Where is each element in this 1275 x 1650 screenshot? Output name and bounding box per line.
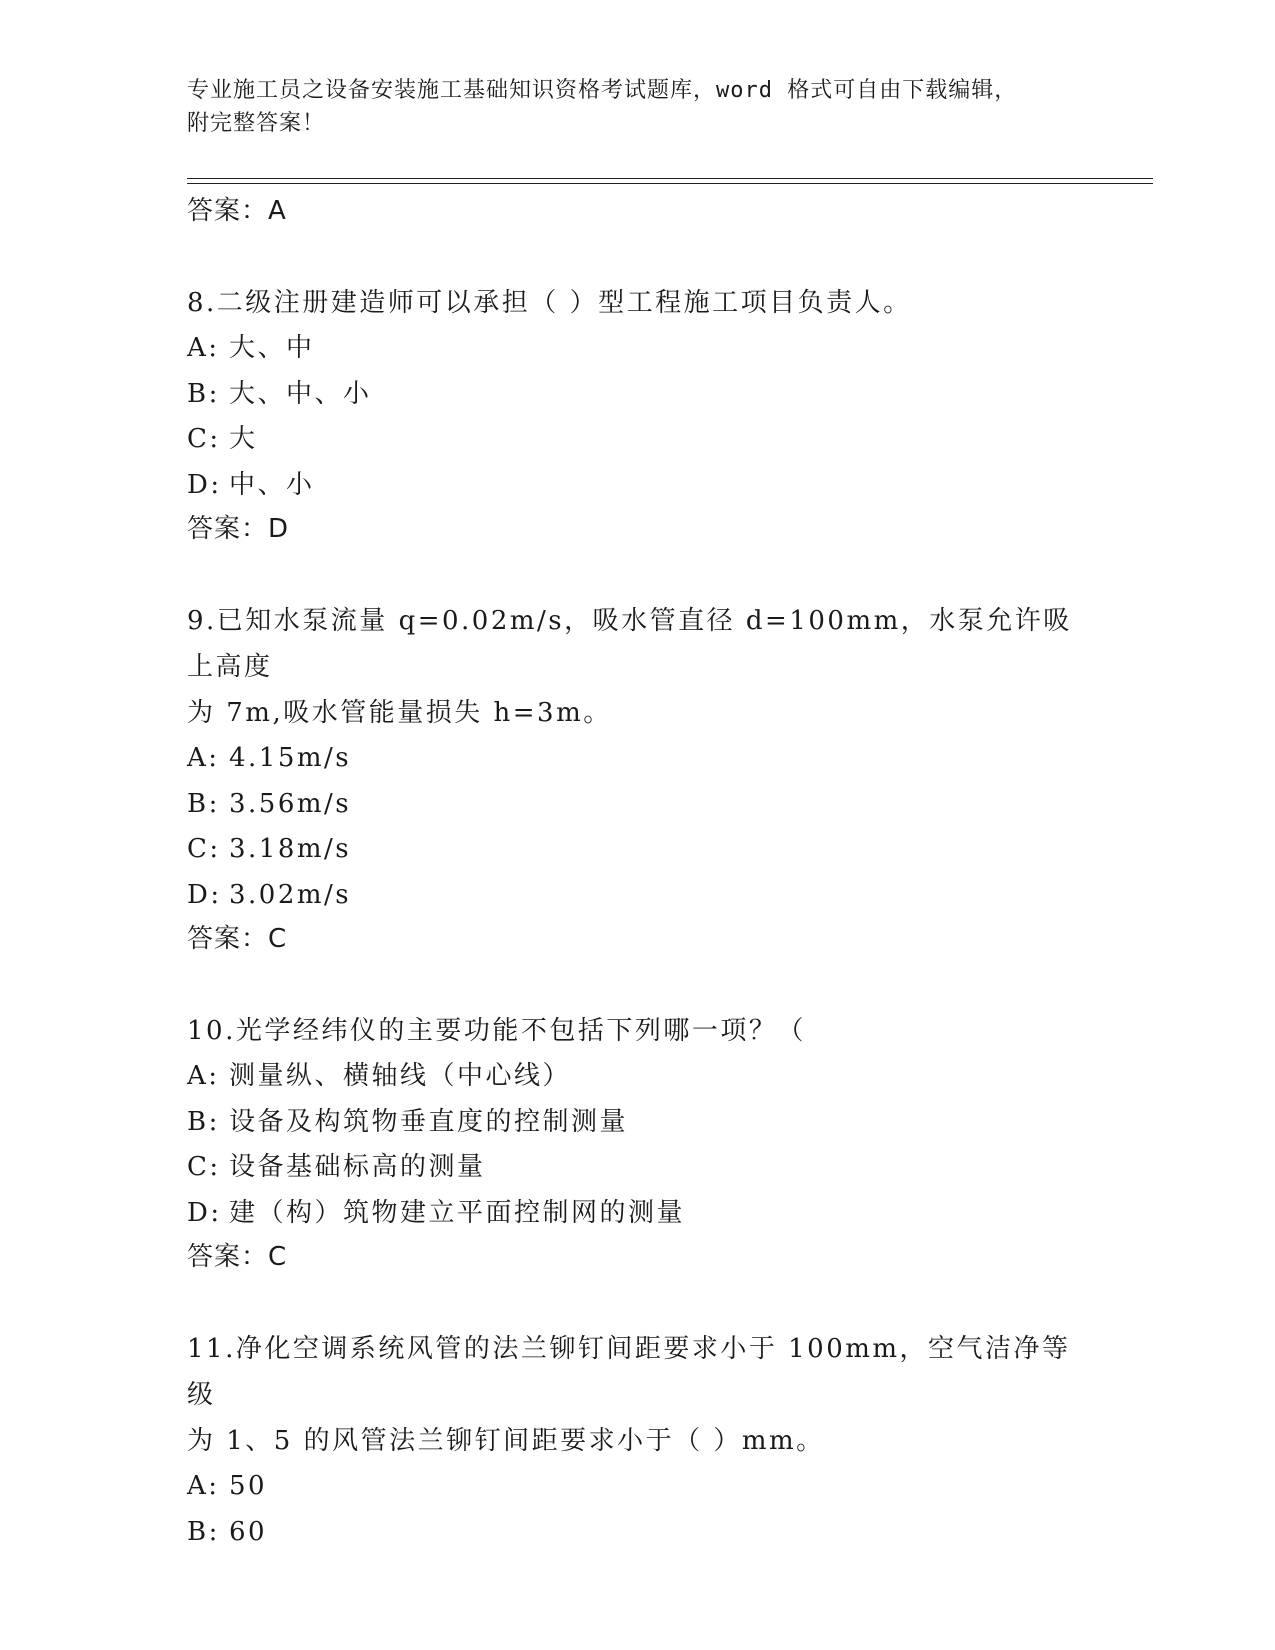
answer-line: 答案：A [187, 196, 287, 226]
option-key: C: [187, 424, 221, 454]
question-11 [187, 1326, 1087, 1555]
option-key: A: [187, 333, 220, 363]
option-key: B: [187, 378, 220, 409]
question-10 [187, 1008, 1087, 1278]
question-9 [187, 598, 1087, 960]
option-text: 中、小 [229, 469, 315, 500]
option-key: B: [187, 1106, 220, 1137]
option-b [187, 782, 1087, 828]
option-key: B: [187, 1516, 220, 1547]
option-text: 50 [229, 1471, 268, 1501]
option-d [187, 873, 1087, 919]
question-stem-line-1: 11.净化空调系统风管的法兰铆钉间距要求小于 100mm，空气洁净等级 [187, 1334, 1071, 1410]
header-line-1: 专业施工员之设备安装施工基础知识资格考试题库，word 格式可自由下载编辑， [187, 78, 1018, 103]
document-body [187, 190, 1087, 1555]
option-a [187, 1054, 1087, 1100]
option-key: B: [187, 788, 220, 819]
option-c [187, 417, 1087, 463]
option-b [187, 1510, 1087, 1556]
answer-line: 答案：C [187, 924, 288, 954]
option-key: A: [187, 743, 220, 773]
option-key: C: [187, 1152, 221, 1182]
option-key: C: [187, 834, 221, 864]
header-divider-bottom [187, 183, 1153, 184]
option-b [187, 372, 1087, 418]
option-d [187, 1191, 1087, 1237]
option-a [187, 1464, 1087, 1510]
option-text: 60 [229, 1516, 268, 1547]
question-8 [187, 280, 1087, 550]
option-c [187, 827, 1087, 873]
option-a [187, 326, 1087, 372]
option-a [187, 736, 1087, 782]
option-text: 大 [229, 424, 258, 454]
question-stem: 8.二级注册建造师可以承担（ ）型工程施工项目负责人。 [187, 288, 912, 318]
option-key: A: [187, 1471, 220, 1501]
option-text: 设备基础标高的测量 [229, 1152, 486, 1182]
answer-line: 答案：C [187, 1242, 288, 1272]
option-text: 3.56m/s [229, 788, 352, 819]
option-text: 4.15m/s [229, 743, 352, 773]
option-key: A: [187, 1061, 220, 1091]
header-divider-top [187, 178, 1153, 179]
question-stem-line-2: 为 1、5 的风管法兰铆钉间距要求小于（ ）mm。 [187, 1426, 825, 1456]
option-text: 3.18m/s [229, 834, 352, 864]
option-text: 测量纵、横轴线（中心线） [229, 1061, 572, 1091]
option-text: 大、中、小 [229, 378, 372, 409]
option-c [187, 1145, 1087, 1191]
option-text: 设备及构筑物垂直度的控制测量 [229, 1106, 629, 1137]
document-header [187, 74, 1087, 140]
header-line-2: 附完整答案！ [187, 111, 326, 136]
option-key: D: [187, 469, 222, 500]
question-stem: 10.光学经纬仪的主要功能不包括下列哪一项？（ [187, 1016, 806, 1046]
answer-line: 答案：D [187, 514, 290, 544]
question-stem-line-2: 为 7m,吸水管能量损失 h=3m。 [187, 698, 612, 728]
option-text: 3.02m/s [229, 879, 352, 910]
question-stem-line-1: 9.已知水泵流量 q=0.02m/s，吸水管直径 d=100mm，水泵允许吸上高度 [187, 606, 1072, 682]
option-text: 建（构）筑物建立平面控制网的测量 [229, 1197, 686, 1228]
option-text: 大、中 [229, 333, 315, 363]
option-key: D: [187, 879, 222, 910]
option-key: D: [187, 1197, 222, 1228]
option-b [187, 1100, 1087, 1146]
option-d [187, 463, 1087, 509]
